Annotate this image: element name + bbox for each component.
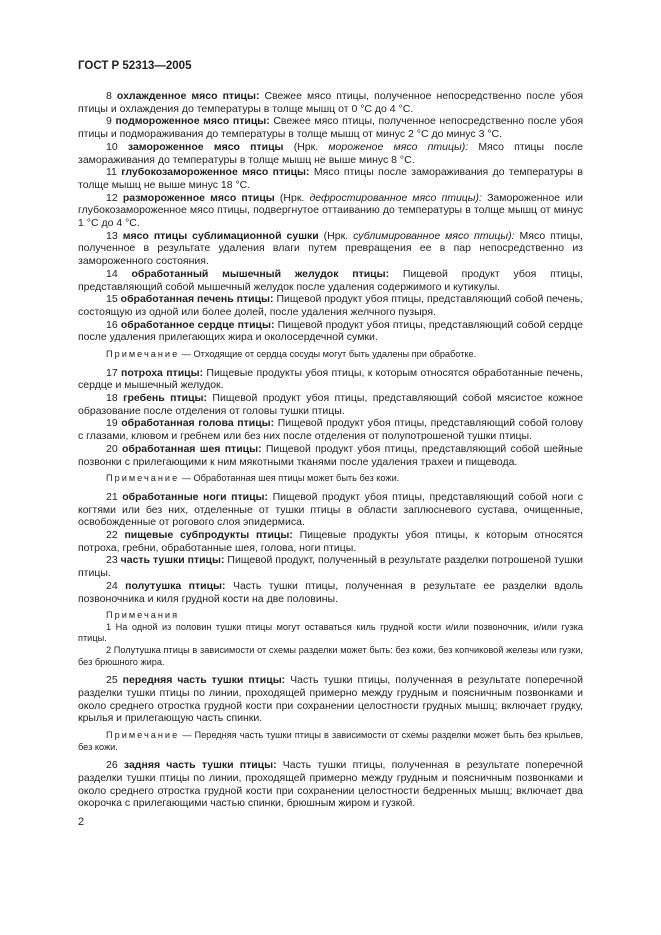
definition-item-19: 19 обработанная голова птицы: Пищевой продукт убоя птицы, представляющий собой голову с глазами, клювом и гребнем или без них после отделения от полупотрошеной тушки птицы. [78, 417, 584, 443]
definition-item-11: 11 глубокозамороженное мясо птицы: Мясо птицы после замораживания до температуры в толще мышц не выше минус 18 °С. [78, 166, 584, 191]
definition-item-25: 25 передняя часть тушки птицы: Часть тушки птицы, полученная в результате поперечной разделки тушки птицы по линии, проходящей примерно между грудным и поясничным позвонками и около среднего отростка грудной кости при сохранении целостности грудных мышц; включает грудку, крылья и прилегающую часть спинки. [78, 674, 584, 725]
note-24-1: 1 На одной из половин тушки птицы могут оставаться киль грудной кости и/или позвоночник, и/или гузка птицы. [78, 621, 583, 644]
definition-item-22: 22 пищевые субпродукты птицы: Пищевые продукты убоя птицы, к которым относятся потроха, гребни, обработанные шея, голова, ноги птицы. [78, 528, 583, 554]
definition-item-15: 15 обработанная печень птицы: Пищевой продукт убоя птицы, представляющий собой печень, состоящую из одной или более долей, после удаления желчного пузыря. [78, 293, 583, 318]
definition-item-9: 9 подмороженное мясо птицы: Свежее мясо птицы, полученное непосредственно после убоя птицы и подмораживания до температуры в толще мышц от минус 2 °С до минус 3 °С. [78, 115, 584, 141]
definition-item-16: 16 обработанное сердце птицы: Пищевой продукт убоя птицы, представляющий собой сердце после удаления прилегающих жира и околосердечной сумки. [78, 318, 583, 344]
definition-item-13: 13 мясо птицы сублимационной сушки (Нрк. сублимированное мясо птицы): Мясо птицы, полученное в результате удаления влаги путем превращения ее в пар непосредственно из замороженного состояния. [78, 229, 583, 268]
definition-item-8: 8 охлажденное мясо птицы: Свежее мясо птицы, полученное непосредственно после убоя птицы и охлаждения до температуры в толще мышц от 0 °С до 4 °С. [78, 90, 584, 115]
definition-item-17: 17 потроха птицы: Пищевые продукты убоя птицы, к которым относятся обработанные печень, сердце и мышечный желудок. [78, 366, 583, 392]
notes-heading-24: Примечания [106, 610, 180, 621]
definition-item-12: 12 размороженное мясо птицы (Нрк. дефростированное мясо птицы): Замороженное или глубокозамороженное мясо птицы, подвергнутое оттаиванию до температуры в толще мышц от минус 1 °С до 4 °С. [78, 191, 584, 230]
note-24-2: 2 Полутушка птицы в зависимости от схемы разделки может быть: без кожи, без копчиковой железы или гузки, без брюшного жира. [78, 644, 583, 667]
definition-item-26: 26 задняя часть тушки птицы: Часть тушки птицы, полученная в результате поперечной разделки тушки птицы по линии, проходящей примерно между грудным и поясничным позвонками и около среднего отростка грудной кости при сохранении целостности бедренных мышц; включает два окорочка с прилегающими частью спинки, брюшным жиром и гузкой. [78, 759, 584, 810]
note-16: Примечание — Отходящие от сердца сосуды могут быть удалены при обработке. [106, 349, 477, 360]
note-25: Примечание — Передняя часть тушки птицы в зависимости от схемы разделки может быть без крыльев, без кожи. [78, 729, 583, 752]
page-number: 2 [78, 816, 85, 828]
standard-header: ГОСТ Р 52313—2005 [78, 60, 192, 72]
definition-item-21: 21 обработанные ноги птицы: Пищевой продукт убоя птицы, представляющий собой ноги с когтями или без них, отделенные от тушки птицы в области заплюсневого сустава, очищенные, освобожденные от рогового слоя эпидермиса. [78, 490, 584, 529]
definition-item-10: 10 замороженное мясо птицы (Нрк. мороженое мясо птицы): Мясо птицы после замораживания до температуры в толще мышц не выше минус 8 °С. [78, 140, 583, 166]
definition-item-14: 14 обработанный мышечный желудок птицы: Пищевой продукт убоя птицы, представляющий собой мышечный желудок после удаления содержимого и кутикулы. [78, 267, 583, 293]
note-20: Примечание — Обработанная шея птицы может быть без кожи. [106, 473, 400, 484]
definition-item-20: 20 обработанная шея птицы: Пищевой продукт убоя птицы, представляющий собой шейные позвонки с прилегающими к ним мякотными тканями после удаления трахеи и пищевода. [78, 442, 584, 468]
definition-item-23: 23 часть тушки птицы: Пищевой продукт, полученный в результате разделки потрошеной тушки птицы. [78, 554, 584, 580]
definition-item-18: 18 гребень птицы: Пищевой продукт убоя птицы, представляющий собой мясистое кожное образование после отделения от головы тушки птицы. [78, 392, 583, 417]
definitions-content [78, 90, 583, 810]
definition-item-24: 24 полутушка птицы: Часть тушки птицы, полученная в результате ее разделки вдоль позвоночника и киля грудной кости на две половины. [78, 579, 584, 605]
